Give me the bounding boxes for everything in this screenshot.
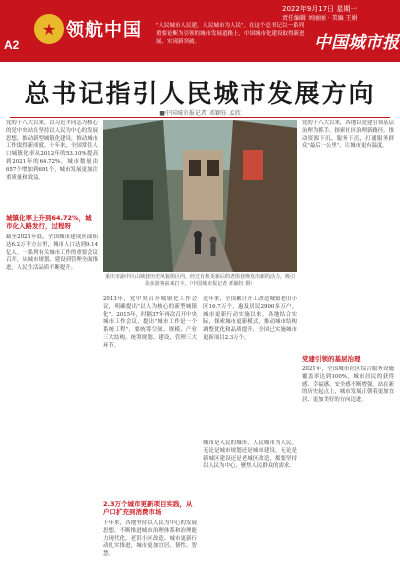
newspaper-logo: 中国城市报	[314, 33, 399, 53]
section-subhead-left: 城镇化率上升到64.72%，城市化入路发行，过程呀	[6, 214, 92, 230]
article-column-1a: 党的十八大以来，以习近平同志为核心的党中央站在坚持以人民为中心的发展思想，推动新型城镇化建设，推动城市工作取得新成就。十年来，全国常住人口城镇化率从2012年的53.10%提高到2021年的64.72%，城市数量由657个增加到691个，城市发展更加注重质量和效益。	[6, 120, 98, 181]
editor-credits: 责任编辑 刘丽丽 · 美编 王娟	[282, 15, 358, 22]
party-emblem-icon: ★	[34, 14, 64, 44]
article-column-4a: 党的十八大以来，各地以党建引领基层治理为抓手，探索社区治理新路径，推动资源下沉、服务下沉，打通服务群众"最后一公里"，让城市更有温度。	[302, 120, 394, 150]
masthead-quote: "人民城市人民建，人民城市为人民"。在这个总书记以一系列重要论断为引领的城市发展道路上，中国城市化建设取得新进展、实现新突破。	[156, 23, 305, 45]
article-column-1b: 截至2021年底，全国城市建成区面积达6.2万平方公里，城市人口达到9.14亿人。一系列有关城市工作的重要会议召开，从城市规划、建设到管理全面推进，人民生活品质不断提升。	[6, 234, 98, 272]
article-column-4b: 2021年，全国城市社区综合服务设施覆盖率达到100%，城市居民的获得感、幸福感、安全感不断增强。站在新的历史起点上，城市发展正朝着更加宜居、更加美好的方向迈进。	[302, 366, 394, 404]
masthead-bar	[0, 0, 400, 62]
article-headline: 总书记指引人民城市发展方向	[24, 79, 376, 108]
headline-divider	[10, 117, 390, 118]
article-column-3b: 城市是人民的城市，人民城市为人民。无论是城市规划还是城市建设，无论是新城区建设还是老城区改造，都要坚持以人民为中心，聚焦人民群众的需求。	[203, 440, 297, 470]
article-column-3a: 近年来，全国累计开工改造城镇老旧小区16.7万个，惠及居民2900多万户。城市更新行动实施以来，各地结合实际，探索城市更新模式，推动城市结构调整优化和品质提升，全国已实施城市更新项目2.3万个。	[203, 296, 297, 341]
column-title: 领航中国	[66, 20, 142, 41]
section-subhead-right: 党建引领的基层治理	[302, 355, 361, 363]
photo-caption: 重庆市渝中区山城巷历史风貌街区内，经过有机更新后的老街巷焕发出新的活力，吸引众多游客前来打卡。（中国城市报记者 邓颖钰 摄）	[104, 274, 295, 287]
page-number: A2	[4, 38, 20, 52]
street-photo	[103, 120, 297, 272]
article-byline: ■中国城市报记者 邓颖钰 孟欣	[159, 110, 241, 117]
article-column-2b: 十年来，各地坚持以人民为中心的发展思想，不断推进城市治理体系和治理能力现代化，老旧小区改造、城市更新行动扎实推进，城市更加宜居、韧性、智慧。	[103, 520, 197, 558]
section-subhead-mid: 2.3万个城市更新项目实践，从户口扩充到消费市场	[103, 500, 193, 516]
issue-date: 2022年9月17日 星期一	[282, 5, 358, 13]
article-column-2a: 2013年，党中央召开城镇化工作会议，明确提出"以人为核心的新型城镇化"。2015年，时隔37年再次召开中央城市工作会议，提出"城市工作是一个系统工程"，要统筹空间、规模、产业三大结构，统筹规划、建设、管理三大环节。	[103, 296, 197, 349]
